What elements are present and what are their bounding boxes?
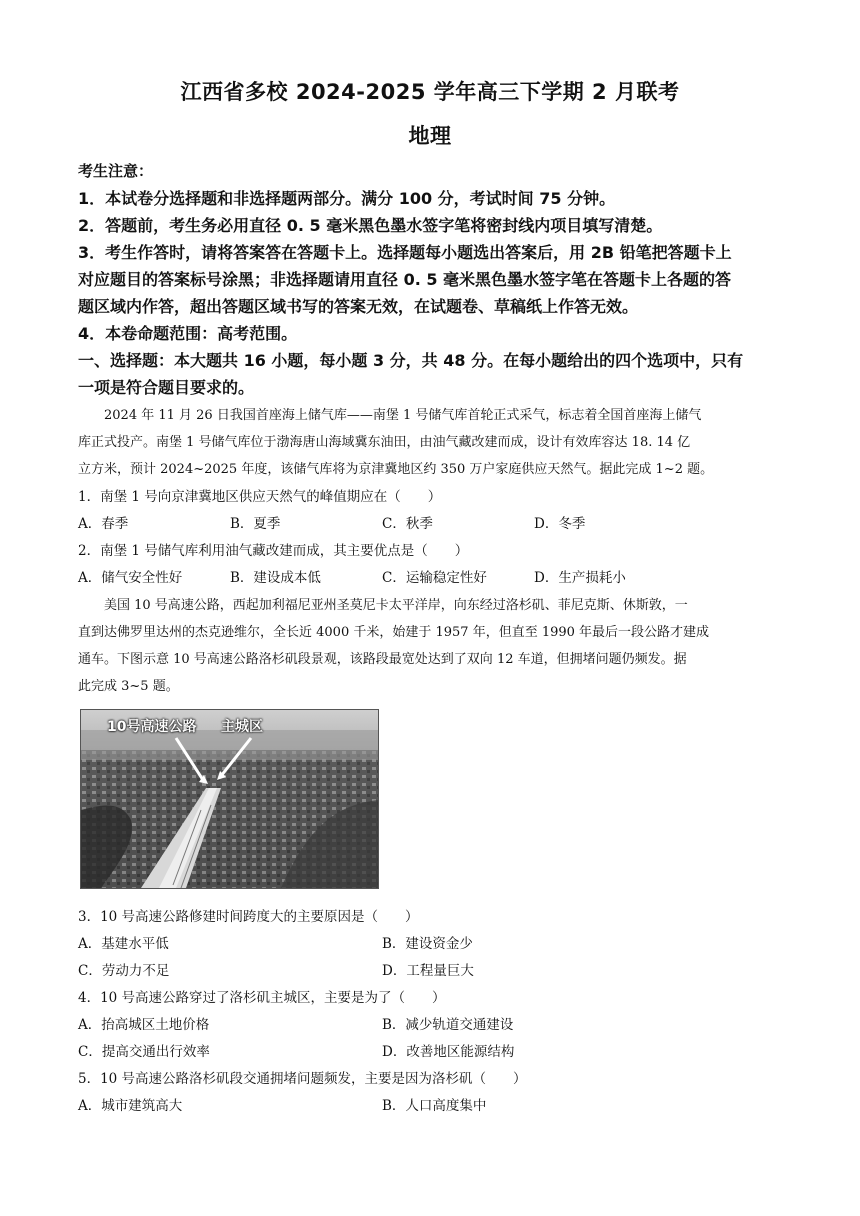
notice-item: 1．本试卷分选择题和非选择题两部分。满分 100 分，考试时间 75 分钟。	[78, 189, 616, 208]
option: D．生产损耗小	[534, 570, 626, 586]
option: D．工程量巨大	[382, 963, 474, 979]
passage-line: 库正式投产。南堡 1 号储气库位于渤海唐山海域冀东油田，由油气藏改建而成，设计有效库容达 18. 14 亿	[78, 435, 691, 450]
option: B．减少轨道交通建设	[382, 1017, 514, 1033]
passage-line: 立方米，预计 2024~2025 年度，该储气库将为京津冀地区约 350 万户家庭供应天然气。据此完成 1~2 题。	[78, 462, 714, 477]
notice-item: 对应题目的答案标号涂黑；非选择题请用直径 0. 5 毫米黑色墨水签字笔在答题卡上各题的答	[78, 270, 732, 289]
notice-heading: 考生注意：	[78, 162, 154, 180]
question-stem: 5．10 号高速公路洛杉矶段交通拥堵问题频发，主要是因为洛杉矶（ ）	[78, 1071, 527, 1087]
notice-item: 2．答题前，考生务必用直径 0. 5 毫米黑色墨水签字笔将密封线内项目填写清楚。	[78, 216, 663, 235]
section-heading-cont: 一项是符合题目要求的。	[78, 378, 255, 397]
option: A．储气安全性好	[78, 570, 183, 586]
option: A．城市建筑高大	[78, 1098, 183, 1114]
question-stem: 1．南堡 1 号向京津冀地区供应天然气的峰值期应在（ ）	[78, 489, 442, 505]
option: B．人口高度集中	[382, 1098, 487, 1114]
passage-line: 直到达佛罗里达州的杰克逊维尔，全长近 4000 千米，始建于 1957 年，但直至 1990 年最后一段公路才建成	[78, 625, 710, 640]
section-heading: 一、选择题：本大题共 16 小题，每小题 3 分，共 48 分。在每小题给出的四个选项中，只有	[78, 351, 744, 370]
option: C．劳动力不足	[78, 963, 170, 979]
passage-line: 通车。下图示意 10 号高速公路洛杉矶段景观，该路段最宽处达到了双向 12 车道，但拥堵问题仍频发。据	[78, 652, 687, 667]
subject-title: 地理	[408, 124, 452, 148]
option: B．夏季	[230, 516, 281, 532]
option: B．建设资金少	[382, 936, 473, 952]
option: D．冬季	[534, 516, 586, 532]
option: C．运输稳定性好	[382, 570, 487, 586]
aerial-city-image	[81, 710, 378, 888]
notice-item: 4．本卷命题范围：高考范围。	[78, 324, 298, 343]
passage-line: 2024 年 11 月 26 日我国首座海上储气库——南堡 1 号储气库首轮正式采气，标志着全国首座海上储气	[104, 408, 702, 423]
option: B．建设成本低	[230, 570, 321, 586]
option: A．抬高城区土地价格	[78, 1017, 210, 1033]
label-city: 主城区	[221, 719, 263, 735]
passage-line: 此完成 3~5 题。	[78, 679, 179, 694]
option: D．改善地区能源结构	[382, 1044, 515, 1060]
option: A．春季	[78, 516, 129, 532]
notice-item: 3．考生作答时，请将答案答在答题卡上。选择题每小题选出答案后，用 2B 铅笔把答题卡上	[78, 243, 732, 262]
option: C．提高交通出行效率	[78, 1044, 210, 1060]
notice-item: 题区域内作答，超出答题区域书写的答案无效，在试题卷、草稿纸上作答无效。	[78, 297, 639, 316]
highway-photo	[80, 709, 379, 889]
question-stem: 2．南堡 1 号储气库利用油气藏改建而成，其主要优点是（ ）	[78, 543, 469, 559]
label-highway: 10号高速公路	[107, 719, 197, 735]
passage-line: 美国 10 号高速公路，西起加利福尼亚州圣莫尼卡太平洋岸，向东经过洛杉矶、菲尼克斯、休斯敦，一	[104, 598, 688, 613]
option: A．基建水平低	[78, 936, 169, 952]
exam-title: 江西省多校 2024-2025 学年高三下学期 2 月联考	[180, 80, 680, 104]
question-stem: 3．10 号高速公路修建时间跨度大的主要原因是（ ）	[78, 909, 419, 925]
option: C．秋季	[382, 516, 433, 532]
question-stem: 4．10 号高速公路穿过了洛杉矶主城区，主要是为了（ ）	[78, 990, 446, 1006]
